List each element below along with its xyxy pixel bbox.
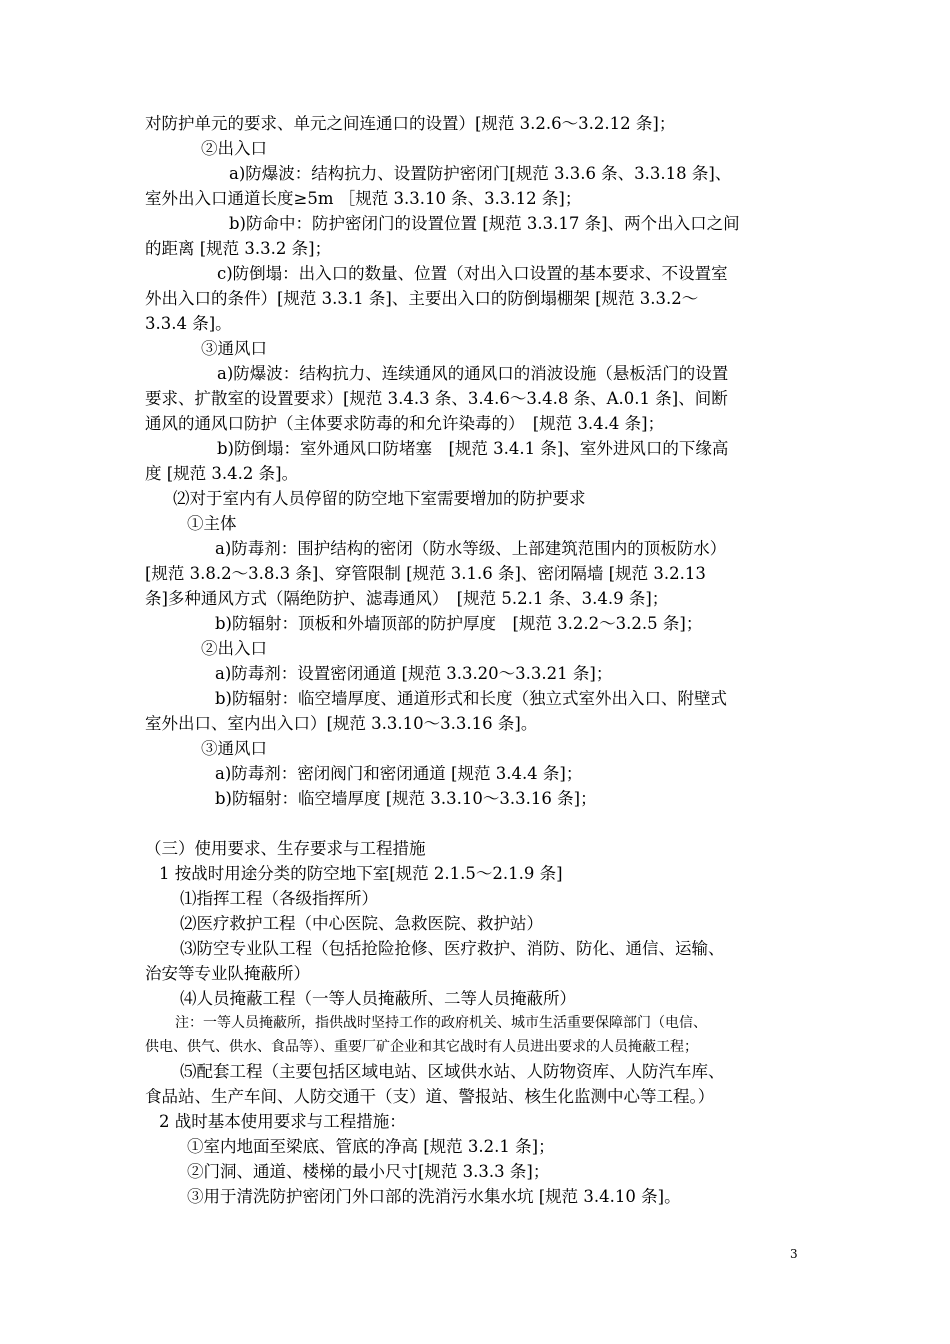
text-line: 2 战时基本使用要求与工程措施： <box>159 1112 406 1131</box>
text-line: ⑷人员掩蔽工程（一等人员掩蔽所、二等人员掩蔽所） <box>180 989 576 1008</box>
text-line: a)防爆波：结构抗力、设置防护密闭门[规范 3.3.6 条、3.3.18 条]、 <box>229 164 732 183</box>
text-line: 通风的通风口防护（主体要求防毒的和允许染毒的） [规范 3.4.4 条]； <box>145 414 665 433</box>
text-line: ②出入口 <box>201 139 267 158</box>
blank-line <box>145 811 810 836</box>
text-line: b)防倒塌：室外通风口防堵塞 [规范 3.4.1 条]、室外进风口的下缘高 <box>217 439 729 458</box>
text-line: [规范 3.8.2～3.8.3 条]、穿管限制 [规范 3.1.6 条]、密闭隔墙 [规范 3.2.13 <box>145 564 706 583</box>
page-number: 3 <box>790 1247 798 1261</box>
document-body <box>145 111 810 1209</box>
text-line: a)防毒剂：围护结构的密闭（防水等级、上部建筑范围内的顶板防水） <box>215 539 727 558</box>
text-line: 条]多种通风方式（隔绝防护、滤毒通风） [规范 5.2.1 条、3.4.9 条]； <box>145 589 669 608</box>
text-line: b)防辐射：临空墙厚度、通道形式和长度（独立式室外出入口、附壁式 <box>215 689 727 708</box>
text-line: b)防辐射：顶板和外墙顶部的防护厚度 [规范 3.2.2～3.2.5 条]； <box>215 614 703 633</box>
text-line: ⑶防空专业队工程（包括抢险抢修、医疗救护、消防、防化、通信、运输、 <box>180 939 725 958</box>
text-line: 对防护单元的要求、单元之间连通口的设置）[规范 3.2.6～3.2.12 条]； <box>145 114 676 133</box>
text-line: a)防毒剂：密闭阀门和密闭通道 [规范 3.4.4 条]； <box>215 764 583 783</box>
text-line: b)防命中：防护密闭门的设置位置 [规范 3.3.17 条]、两个出入口之间 <box>229 214 740 233</box>
text-line: a)防爆波：结构抗力、连续通风的通风口的消波设施（悬板活门的设置 <box>217 364 729 383</box>
text-line: ①主体 <box>187 514 237 533</box>
text-line: 度 [规范 3.4.2 条]。 <box>145 464 299 483</box>
text-line: （三）使用要求、生存要求与工程措施 <box>145 839 426 858</box>
text-line: ③用于清洗防护密闭门外口部的洗消污水集水坑 [规范 3.4.10 条]。 <box>187 1187 681 1206</box>
text-line: 要求、扩散室的设置要求）[规范 3.4.3 条、3.4.6～3.4.8 条、A.0.1 条]、间断 <box>145 389 728 408</box>
text-line: ⑵对于室内有人员停留的防空地下室需要增加的防护要求 <box>173 489 586 508</box>
text-line: 外出入口的条件）[规范 3.3.1 条]、主要出入口的防倒塌棚架 [规范 3.3.2～ <box>145 289 699 308</box>
text-line: ③通风口 <box>201 339 267 358</box>
text-line: a)防毒剂：设置密闭通道 [规范 3.3.20～3.3.21 条]； <box>215 664 613 683</box>
text-line: 1 按战时用途分类的防空地下室[规范 2.1.5～2.1.9 条] <box>159 864 563 883</box>
text-line: 注：一等人员掩蔽所，指供战时坚持工作的政府机关、城市生活重要保障部门（电信、 <box>175 1015 707 1031</box>
text-line: ①室内地面至梁底、管底的净高 [规范 3.2.1 条]； <box>187 1137 555 1156</box>
text-line: ③通风口 <box>201 739 267 758</box>
text-line: 治安等专业队掩蔽所） <box>145 964 310 983</box>
text-line: 3.3.4 条]。 <box>145 314 232 333</box>
text-line: 室外出口、室内出入口）[规范 3.3.10～3.3.16 条]。 <box>145 714 538 733</box>
text-line: ②门洞、通道、楼梯的最小尺寸[规范 3.3.3 条]； <box>187 1162 550 1181</box>
text-line: 食品站、生产车间、人防交通干（支）道、警报站、核生化监测中心等工程。） <box>145 1087 715 1106</box>
text-line: b)防辐射：临空墙厚度 [规范 3.3.10～3.3.16 条]； <box>215 789 597 808</box>
text-line: c)防倒塌：出入口的数量、位置（对出入口设置的基本要求、不设置室 <box>217 264 728 283</box>
text-line: ⑵医疗救护工程（中心医院、急救医院、救护站） <box>180 914 543 933</box>
text-line: ⑴指挥工程（各级指挥所） <box>180 889 378 908</box>
text-line: 供电、供气、供水、食品等）、重要厂矿企业和其它战时有人员进出要求的人员掩蔽工程； <box>145 1039 698 1055</box>
text-line: ②出入口 <box>201 639 267 658</box>
text-line: 的距离 [规范 3.3.2 条]； <box>145 239 332 258</box>
text-line: ⑸配套工程（主要包括区域电站、区域供水站、人防物资库、人防汽车库、 <box>180 1062 725 1081</box>
text-line: 室外出入口通道长度≥5m ［规范 3.3.10 条、3.3.12 条]； <box>145 189 582 208</box>
